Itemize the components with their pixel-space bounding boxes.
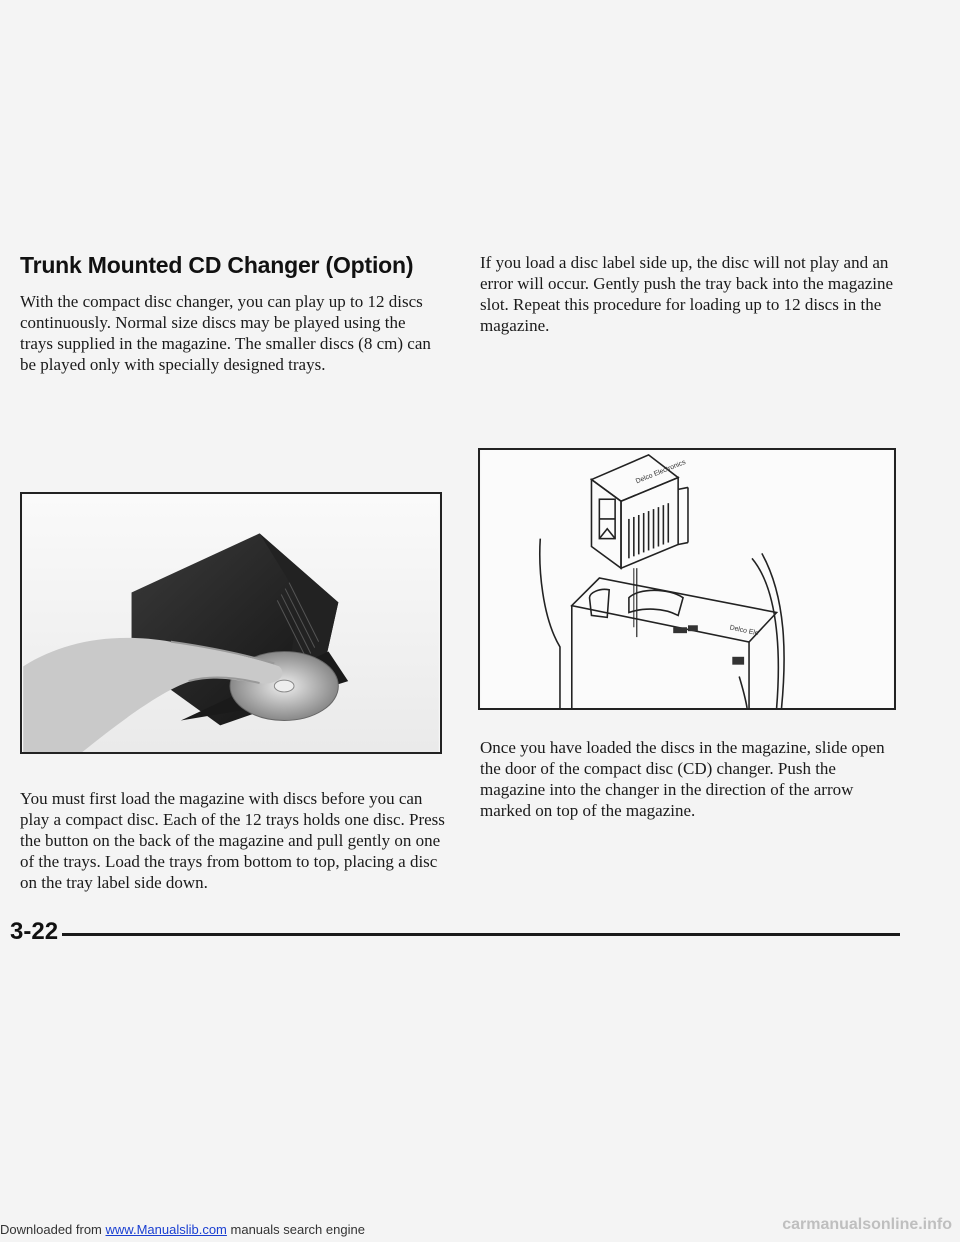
intro-paragraph: With the compact disc changer, you can play up to 12 discs continuously. Normal size discs may be played using the trays supplied in the magazine. The smaller discs (8 cm) can be played only with specially designed trays. <box>20 292 431 374</box>
changer-brand-label: Delco Ele <box>728 624 760 638</box>
site-watermark: carmanualsonline.info <box>782 1216 952 1233</box>
label-side-up-paragraph: If you load a disc label side up, the disc will not play and an error will occur. Gently push the tray back into the magazine slot. Repeat this procedure for loading up to 12 discs in the magazine. <box>480 253 894 335</box>
page-title: Trunk Mounted CD Changer (Option) <box>20 252 414 278</box>
download-suffix: manuals search engine <box>230 1222 365 1237</box>
load-magazine-paragraph: You must first load the magazine with discs before you can play a compact disc. Each of the 12 trays holds one disc. Press the button on the back of the magazine and pull gently on one of the trays. Load the trays from bottom to top, placing a disc on the tray label side down. <box>20 789 445 892</box>
footer-rule <box>62 933 900 936</box>
magazine-brand-label: Delco Electronics <box>634 458 687 486</box>
download-prefix: Downloaded from <box>0 1222 102 1237</box>
left-column <box>20 252 440 375</box>
magazine-insertion-diagram <box>478 448 896 710</box>
cd-tray-photo <box>20 492 442 754</box>
cd-tray-illustration <box>22 494 440 752</box>
download-credit <box>0 1222 365 1237</box>
page-number: 3-22 <box>10 918 59 945</box>
magazine-line-drawing <box>480 450 894 708</box>
insert-magazine-paragraph: Once you have loaded the discs in the magazine, slide open the door of the compact disc (CD) changer. Push the magazine into the changer in the direction of the arrow marked on top of the magazine. <box>480 738 885 820</box>
right-column <box>480 252 900 336</box>
manualslib-link[interactable]: www.Manualslib.com <box>105 1222 227 1237</box>
